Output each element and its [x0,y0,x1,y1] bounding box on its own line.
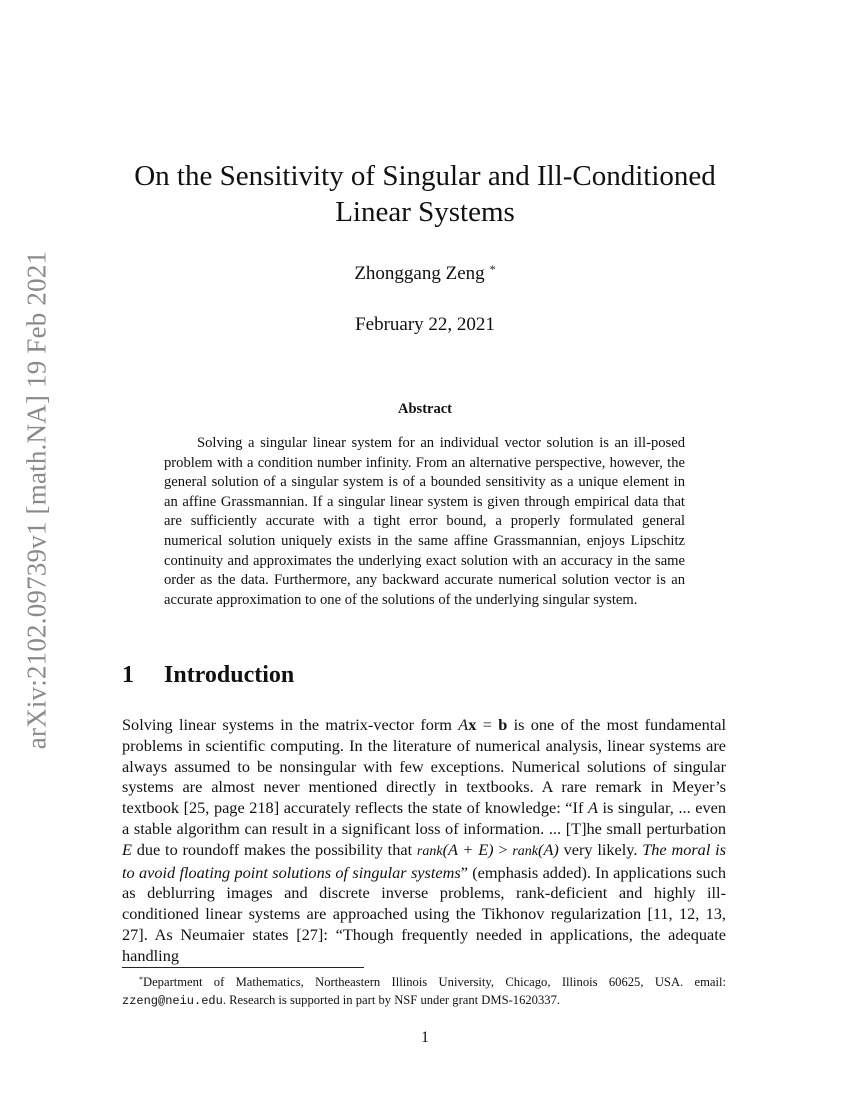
paper-title-line-2: Linear Systems [335,196,515,228]
section-heading-introduction [122,662,294,689]
intro-text: ” (emphasis added). In applications such as deblurring images and discrete inverse problems, rank-deficient and highly ill-conditioned linear systems are approached using the Tikhonov regularization [11, 12, 13, 27]. As Neumaier states [27]: “Though frequently needed in applications, the adequate handling [122,862,726,965]
math-perturbation-E: E [122,839,132,859]
footnote-text: . Research is supported in part by NSF under grant DMS-1620337. [222,993,561,1007]
intro-text: due to roundoff makes the possibility that [131,839,417,859]
paper-title-line-1: On the Sensitivity of Singular and Ill-Conditioned [134,160,716,192]
paper-date: February 22, 2021 [355,314,495,335]
introduction-paragraph [122,715,726,967]
footnote-mark: * [139,975,143,984]
page-number: 1 [421,1029,429,1046]
footnote-divider [122,967,364,968]
emphasized-quote: The moral is to avoid floating point solutions of singular systems [122,839,726,882]
intro-text: is one of the most fundamental problems in scientific computing. In the literature of numerical analysis, linear systems are always assumed to be nonsingular with few exceptions. Numerical solutions of singular systems are almost never mentioned directly in textbooks. A rare remark in Meyer’s textbook [25, page 218] accurately reflects the state of knowledge: “If [122,715,727,818]
footnote-text: Department of Mathematics, Northeastern Illinois University, Chicago, Illinois 60625, USA. email: [143,975,726,989]
intro-text: very likely. [558,839,643,859]
math-rank-operator: rank [512,843,539,859]
section-number: 1 [122,662,134,688]
abstract-heading: Abstract [398,401,452,417]
math-vector-b: b [498,715,508,734]
math-rank-operator: rank [416,843,443,859]
math-rank-argument: (A) [538,839,559,859]
math-matrix-A: A [458,715,469,734]
author-name: Zhonggang Zeng [354,263,485,284]
intro-text: Solving linear systems in the matrix-vector form [122,715,459,734]
author-affiliation-footnote [122,971,726,1010]
math-matrix-A: A [587,798,598,818]
abstract-body: Solving a singular linear system for an individual vector solution is an ill-posed problem with a condition number infinity. From an alternative perspective, however, the general solution of a singular system is of a bounded sensitivity as a unique element in an affine Grassmannian. If a singular linear system is given through empirical data that are sufficiently accurate with a tight error bound, a properly formulated general numerical solution uniquely exists in the same affine Grassmannian, enjoys Lipschitz continuity and approximates the underlying exact solution with an accuracy in the same order as the data. Furthermore, any backward accurate numerical solution vector is an accurate approximation to one of the solutions of the underlying singular system. [164,435,685,608]
paper-title [100,158,750,230]
arxiv-identifier-stamp: arXiv:2102.09739v1 [math.NA] 19 Feb 2021 [21,250,52,750]
math-vector-x: x [468,715,477,734]
math-rank-argument: (A + E) [442,839,494,859]
math-greater-than: > [493,839,513,859]
math-equals: = [476,715,499,734]
intro-text: is singular, ... even a stable algorithm can result in a significant loss of information. ... [T]he small perturbation [122,798,726,838]
section-title: Introduction [164,662,295,688]
author-line [100,262,750,285]
author-email-link[interactable]: zzeng@neiu.edu [122,994,223,1008]
author-footnote-mark: * [489,262,496,276]
